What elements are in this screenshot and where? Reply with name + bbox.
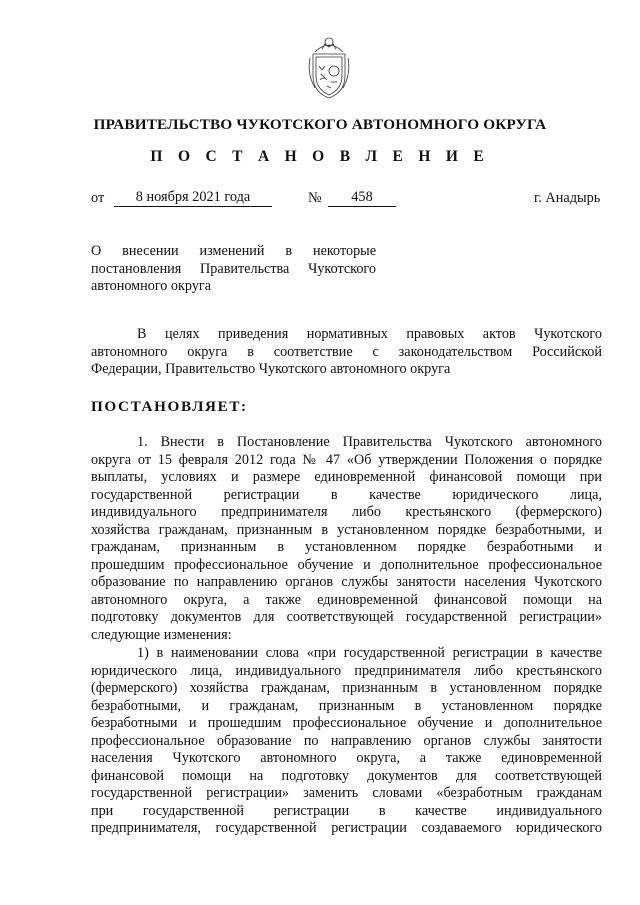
item-line: населения Чукотского автономного округа, а также единовременной (91, 750, 602, 766)
document-subject (91, 243, 376, 296)
clause-line: образование по направлению органов службы занятости населения Чукотского (91, 574, 602, 590)
organization-title: ПРАВИТЕЛЬСТВО ЧУКОТСКОГО АВТОНОМНОГО ОКРУГА (93, 116, 547, 133)
document-date: 8 ноября 2021 года (114, 190, 272, 207)
preamble-line: автономного округа в соответствие с законодательством Российской (91, 343, 602, 360)
clause-line: следующие изменения: (91, 626, 232, 643)
clause-line: округа от 15 февраля 2012 года № 47 «Об утверждении Положения о порядке (91, 451, 602, 468)
from-label: от (91, 190, 105, 206)
clause-line: хозяйства гражданам, признанным в установленном порядке безработными, и (91, 521, 602, 538)
item-line: безработными и прошедшим профессиональное обучение и дополнительное (91, 715, 602, 731)
clause-line: индивидуального предпринимателя либо крестьянского (фермерского) (91, 504, 602, 520)
clause-line: 1. Внести в Постановление Правительства Чукотского автономного (137, 434, 602, 450)
subject-line: автономного округа (91, 278, 212, 294)
item-line: финансовой помощи на подготовку документов для соответствующей (91, 767, 602, 784)
item-line: предпринимателя, государственной регистрации создаваемого юридического (91, 820, 602, 836)
item-line: безработными, и гражданам, признанным в установленном порядке (91, 697, 602, 714)
preamble-line: В целях приведения нормативных правовых актов Чукотского (137, 326, 602, 342)
number-label: № (308, 190, 322, 206)
resolve-heading: ПОСТАНОВЛЯЕТ: (91, 398, 248, 415)
clause-line: гражданам, признанным в установленном порядке безработными и (91, 539, 602, 555)
city: г. Анадырь (534, 190, 601, 206)
document-type: П О С Т А Н О В Л Е Н И Е (150, 148, 490, 165)
preamble (91, 326, 602, 379)
clause-line: подготовку документов для соответствующей государственной регистрации» (91, 609, 602, 625)
subject-line: постановления Правительства Чукотского (91, 260, 376, 277)
clause-line: выплаты, условиях и размере единовременной финансовой помощи при (91, 469, 602, 485)
item-line: государственной регистрации» заменить словами «безработным гражданам (91, 785, 602, 801)
preamble-line: Федерации, Правительство Чукотского автономного округа (91, 361, 451, 377)
item-line: профессиональное образование по направлению органов службы занятости (91, 732, 602, 749)
clause-1 (91, 434, 602, 644)
clause-line: государственной регистрации в качестве юридического лица, (91, 486, 602, 503)
subject-line: О внесении изменений в некоторые (91, 243, 376, 259)
coat-of-arms-icon (305, 30, 353, 102)
item-line: юридического лица, индивидуального предпринимателя либо крестьянского (91, 662, 602, 679)
item-line: 1) в наименовании слова «при государственной регистрации в качестве (137, 645, 602, 661)
document-number: 458 (328, 190, 396, 207)
item-line: при государственной регистрации в качестве индивидуального (91, 802, 602, 819)
clause-line: прошедшим профессиональное обучение и дополнительное профессиональное (91, 556, 602, 573)
clause-line: автономного округа, а также единовременной финансовой помощи на (91, 591, 602, 608)
clause-1-item-1 (91, 645, 602, 838)
item-line: (фермерского) хозяйства гражданам, признанным в установленном порядке (91, 680, 602, 696)
